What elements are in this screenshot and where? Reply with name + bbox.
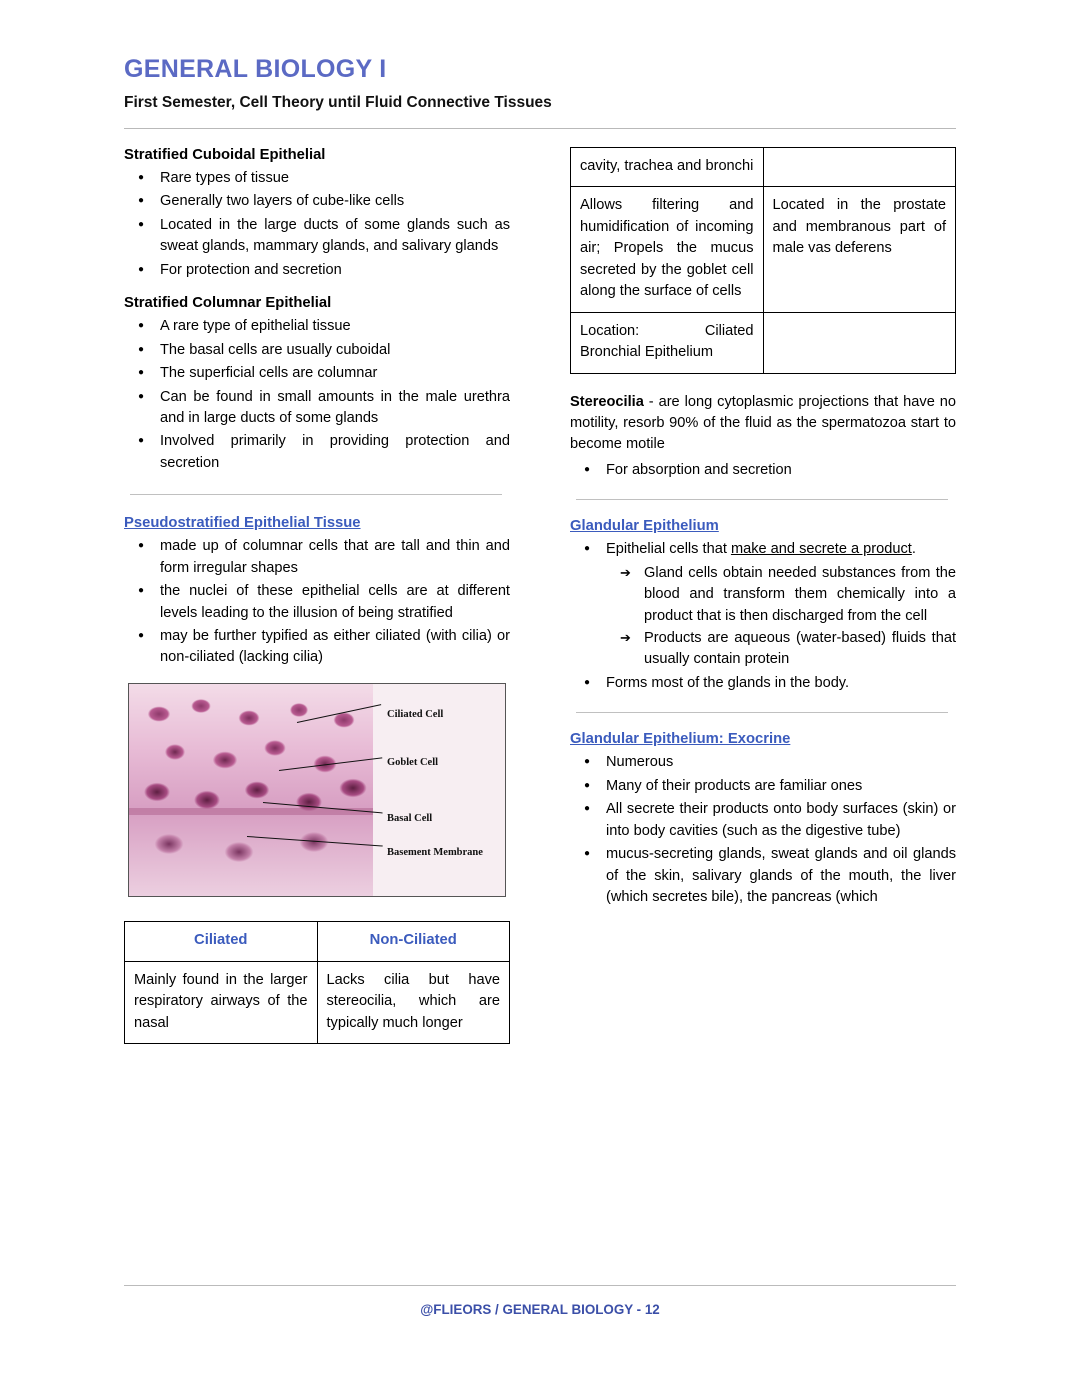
- list-item: ● Rare types of tissue: [160, 168, 510, 189]
- list-item: ● made up of columnar cells that are tall and thin and form irregular shapes: [160, 536, 510, 579]
- glandular-bullet-underlined: make and secrete a product: [730, 541, 912, 558]
- two-column-layout: [124, 147, 956, 1044]
- heading-stratified-cuboidal-epithelial: Stratified Cuboidal Epithelial: [124, 147, 326, 163]
- list-item: ● Many of their products are familiar ones: [606, 776, 956, 797]
- list-item: ● Forms most of the glands in the body.: [606, 673, 956, 694]
- list-item: ● the nuclei of these epithelial cells are at different levels leading to the illusion of being stratified: [160, 581, 510, 624]
- table-header-ciliated: Ciliated: [125, 921, 318, 961]
- footer-divider: [124, 1285, 956, 1286]
- glandular-bullet-post: .: [911, 541, 916, 558]
- page-footer: [124, 1285, 956, 1317]
- table-cell: Lacks cilia but have stereocilia, which are typically much longer: [317, 961, 510, 1043]
- table-cell: [763, 148, 956, 187]
- list-item: ● Generally two layers of cube-like cells: [160, 191, 510, 212]
- page-content: [124, 55, 956, 1044]
- list-item: ● All secrete their products onto body surfaces (skin) or into body cavities (such as the digestive tube): [606, 799, 956, 842]
- list-stereocilia: [570, 460, 956, 481]
- list-stratified-cuboidal-epithelial: [124, 168, 510, 281]
- left-section-divider: [130, 494, 502, 495]
- list-item: ● For protection and secretion: [160, 260, 510, 281]
- heading-glandular-epithelium: Glandular Epithelium: [570, 518, 719, 535]
- list-stratified-columnar-epithelial: [124, 316, 510, 474]
- page-title: GENERAL BIOLOGY I: [124, 55, 387, 83]
- footer-text: @FLIEORS / GENERAL BIOLOGY - 12: [420, 1302, 660, 1317]
- list-item: ● A rare type of epithelial tissue: [160, 316, 510, 337]
- table-cell: [763, 312, 956, 373]
- left-column: [124, 147, 510, 1044]
- table-header-non-ciliated: Non-Ciliated: [317, 921, 510, 961]
- table-row: [571, 148, 956, 187]
- histology-image: [129, 684, 373, 896]
- list-item: ● Located in the large ducts of some glands such as sweat glands, mammary glands, and salivary glands: [160, 215, 510, 258]
- list-glandular-epithelium-exocrine: [570, 752, 956, 908]
- list-item: ● Can be found in small amounts in the male urethra and in large ducts of some glands: [160, 387, 510, 430]
- table-row: [125, 961, 510, 1043]
- glandular-bullet-pre: Epithelial cells that: [606, 541, 731, 558]
- table-cell: Allows filtering and humidification of incoming air; Propels the mucus secreted by the goblet cell along the surface of cells: [571, 187, 764, 312]
- table-row: [571, 187, 956, 312]
- table-cell: Located in the prostate and membranous part of male vas deferens: [763, 187, 956, 312]
- list-pseudostratified-epithelial-tissue: [124, 536, 510, 669]
- list-glandular-epithelium: [570, 539, 956, 694]
- table-cell: cavity, trachea and bronchi: [571, 148, 764, 187]
- stereocilia-term: Stereocilia: [570, 393, 644, 410]
- page-subtitle: First Semester, Cell Theory until Fluid Connective Tissues: [124, 94, 552, 111]
- list-item: ● Numerous: [606, 752, 956, 773]
- table-row: [571, 312, 956, 373]
- table-header-row: [125, 921, 510, 961]
- histology-figure: [128, 683, 506, 897]
- stereocilia-text: - are long cytoplasmic projections that have no motility, resorb 90% of the fluid as the spermatozoa start to become motile: [570, 393, 956, 453]
- right-column: [570, 147, 956, 922]
- header-divider: [124, 128, 956, 129]
- stereocilia-definition: [570, 392, 956, 456]
- heading-pseudostratified-epithelial-tissue: Pseudostratified Epithelial Tissue: [124, 515, 361, 532]
- list-item: ● may be further typified as either ciliated (with cilia) or non-ciliated (lacking cilia): [160, 626, 510, 669]
- list-item: [606, 539, 956, 671]
- right-section-divider-1: [576, 499, 948, 500]
- table-cell: Location: Ciliated Bronchial Epithelium: [571, 312, 764, 373]
- figure-label-ciliated-cell: Ciliated Cell: [387, 708, 444, 720]
- list-item: ● mucus-secreting glands, sweat glands and oil glands of the skin, salivary glands of the mouth, the liver (which secretes bile), the pancreas (which: [606, 844, 956, 908]
- figure-label-goblet-cell: Goblet Cell: [387, 756, 439, 768]
- list-item: ● The basal cells are usually cuboidal: [160, 340, 510, 361]
- right-section-divider-2: [576, 712, 948, 713]
- list-item: ● The superficial cells are columnar: [160, 363, 510, 384]
- table-cell: Mainly found in the larger respiratory airways of the nasal: [125, 961, 318, 1043]
- figure-label-basal-cell: Basal Cell: [387, 812, 433, 824]
- sublist-item: ➔ Products are aqueous (water-based) fluids that usually contain protein: [644, 628, 956, 671]
- list-item: ● For absorption and secretion: [606, 460, 956, 481]
- heading-glandular-epithelium-exocrine: Glandular Epithelium: Exocrine: [570, 731, 791, 748]
- ciliated-comparison-table-continued: [570, 147, 956, 374]
- ciliated-comparison-table: [124, 921, 510, 1044]
- sublist-item: ➔ Gland cells obtain needed substances from the blood and transform them chemically into a product that is then discharged from the cell: [644, 563, 956, 627]
- heading-stratified-columnar-epithelial: Stratified Columnar Epithelial: [124, 295, 332, 312]
- sublist-glandular-epithelium: [606, 563, 956, 671]
- figure-label-basement-membrane: Basement Membrane: [387, 846, 483, 858]
- list-item: ● Involved primarily in providing protection and secretion: [160, 431, 510, 474]
